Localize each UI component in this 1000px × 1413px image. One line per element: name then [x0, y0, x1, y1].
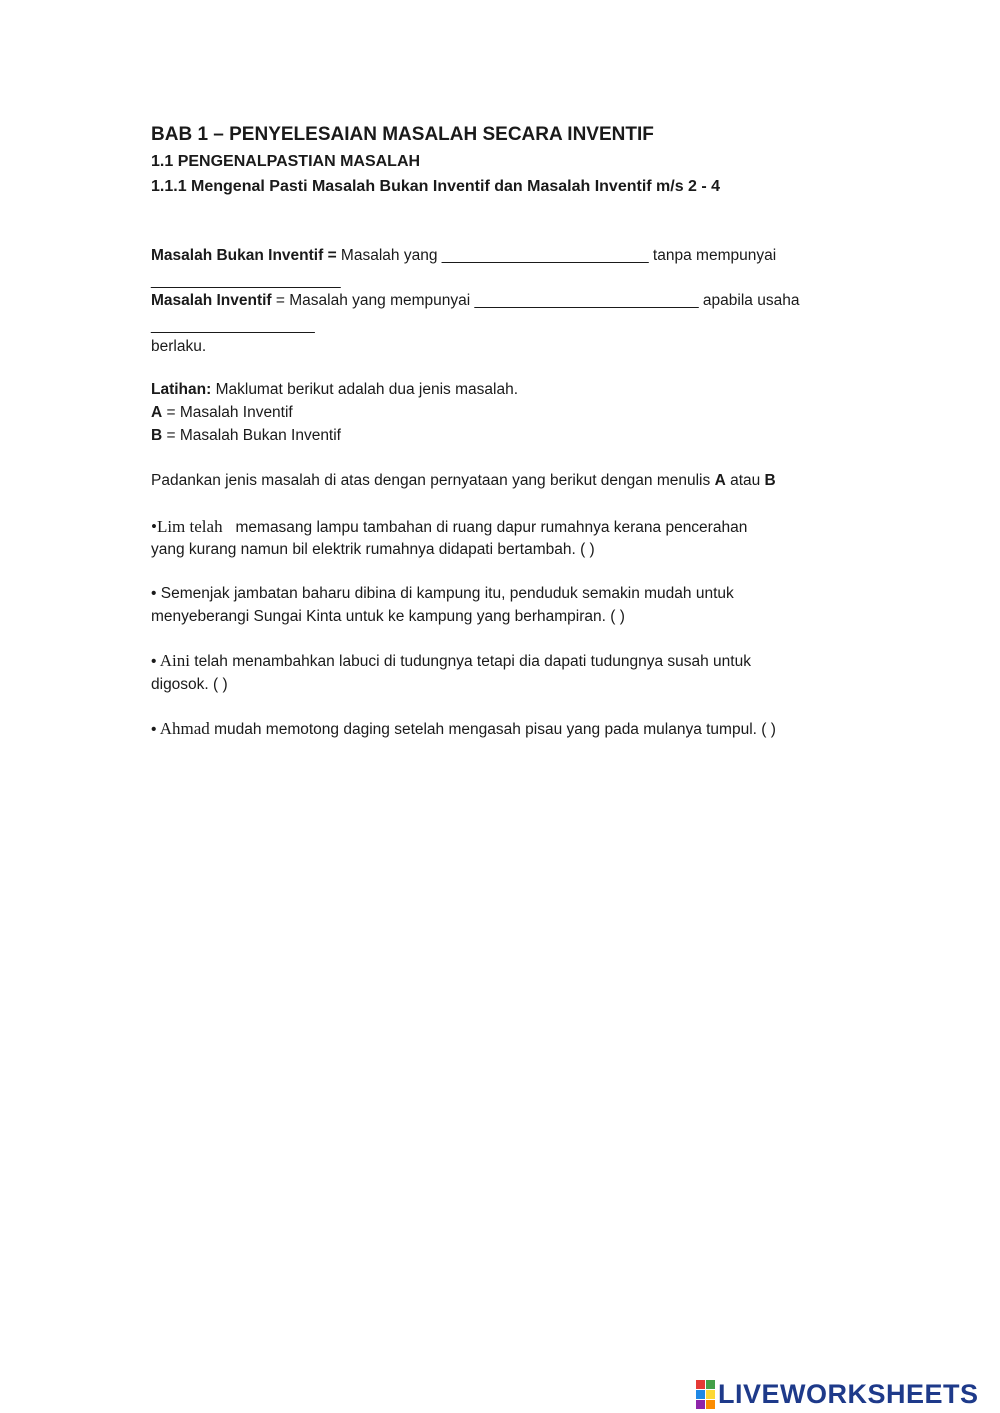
subsection-heading: 1.1.1 Mengenal Pasti Masalah Bukan Inventif dan Masalah Inventif m/s 2 - 4 [151, 178, 721, 195]
item-line1: memasang lampu tambahan di ruang dapur rumahnya kerana pencerahan [222, 519, 748, 536]
definition-bukan-text: Masalah yang ________________________ tanpa mempunyai [336, 247, 777, 264]
list-item [151, 717, 851, 741]
key-b-letter: B [151, 427, 163, 444]
item-line1: Semenjak jambatan baharu dibina di kampung itu, penduduk semakin mudah untuk [156, 585, 734, 602]
item-name: Ahmad [156, 719, 210, 738]
term-bukan-inventif: Masalah Bukan Inventif = [151, 247, 337, 264]
list-item [151, 649, 851, 673]
bullet-icon: • [151, 517, 157, 536]
page-title: BAB 1 – PENYELESAIAN MASALAH SECARA INVENTIF [151, 124, 654, 145]
definition-inventif-blank: ___________________ [151, 317, 315, 334]
logo-square [706, 1390, 715, 1399]
item-name: Lim telah [156, 517, 223, 536]
item-line1: mudah memotong daging setelah mengasah pisau yang pada mulanya tumpul. ( ) [209, 721, 776, 738]
item-line2: yang kurang namun bil elektrik rumahnya didapati bertambah. ( ) [151, 541, 595, 558]
item-line2: digosok. ( ) [151, 676, 228, 693]
definition-inventif-end: berlaku. [151, 338, 207, 355]
key-a [151, 401, 851, 424]
latihan-label: Latihan: [151, 381, 212, 398]
list-item [151, 582, 851, 605]
instruction [151, 469, 851, 492]
liveworksheets-logo-icon [696, 1380, 715, 1409]
logo-square [706, 1380, 715, 1389]
list-item [151, 515, 851, 539]
key-b [151, 424, 851, 447]
item-name: Aini [156, 651, 190, 670]
item-line1: telah menambahkan labuci di tudungnya tetapi dia dapati tudungnya susah untuk [189, 653, 751, 670]
instruction-text: Padankan jenis masalah di atas dengan pernyataan yang berikut dengan menulis [151, 472, 715, 489]
section-heading: 1.1 PENGENALPASTIAN MASALAH [151, 153, 421, 170]
key-a-letter: A [151, 404, 163, 421]
key-a-text: = Masalah Inventif [162, 404, 293, 421]
item-line2: menyeberangi Sungai Kinta untuk ke kampung yang berhampiran. ( ) [151, 608, 625, 625]
bullet-icon: • [151, 653, 157, 670]
latihan-intro [151, 378, 851, 401]
instruction-a: A [714, 472, 726, 489]
definition-inventif-text: = Masalah yang mempunyai __________________________ apabila usaha [271, 292, 800, 309]
brand-name: LIVEWORKSHEETS [718, 1379, 979, 1409]
instruction-mid: atau [725, 472, 765, 489]
logo-square [696, 1380, 705, 1389]
definition-inventif [151, 289, 851, 312]
logo-square [706, 1400, 715, 1409]
logo-square [696, 1400, 705, 1409]
term-inventif: Masalah Inventif [151, 292, 272, 309]
definition-bukan-blank: ______________________ [151, 272, 341, 289]
liveworksheets-footer [696, 1378, 979, 1410]
logo-square [696, 1390, 705, 1399]
bullet-icon: • [151, 585, 157, 602]
latihan-text: Maklumat berikut adalah dua jenis masalah. [211, 381, 519, 398]
bullet-icon: • [151, 721, 157, 738]
key-b-text: = Masalah Bukan Inventif [162, 427, 341, 444]
definition-bukan-inventif [151, 244, 851, 267]
instruction-b: B [764, 472, 776, 489]
